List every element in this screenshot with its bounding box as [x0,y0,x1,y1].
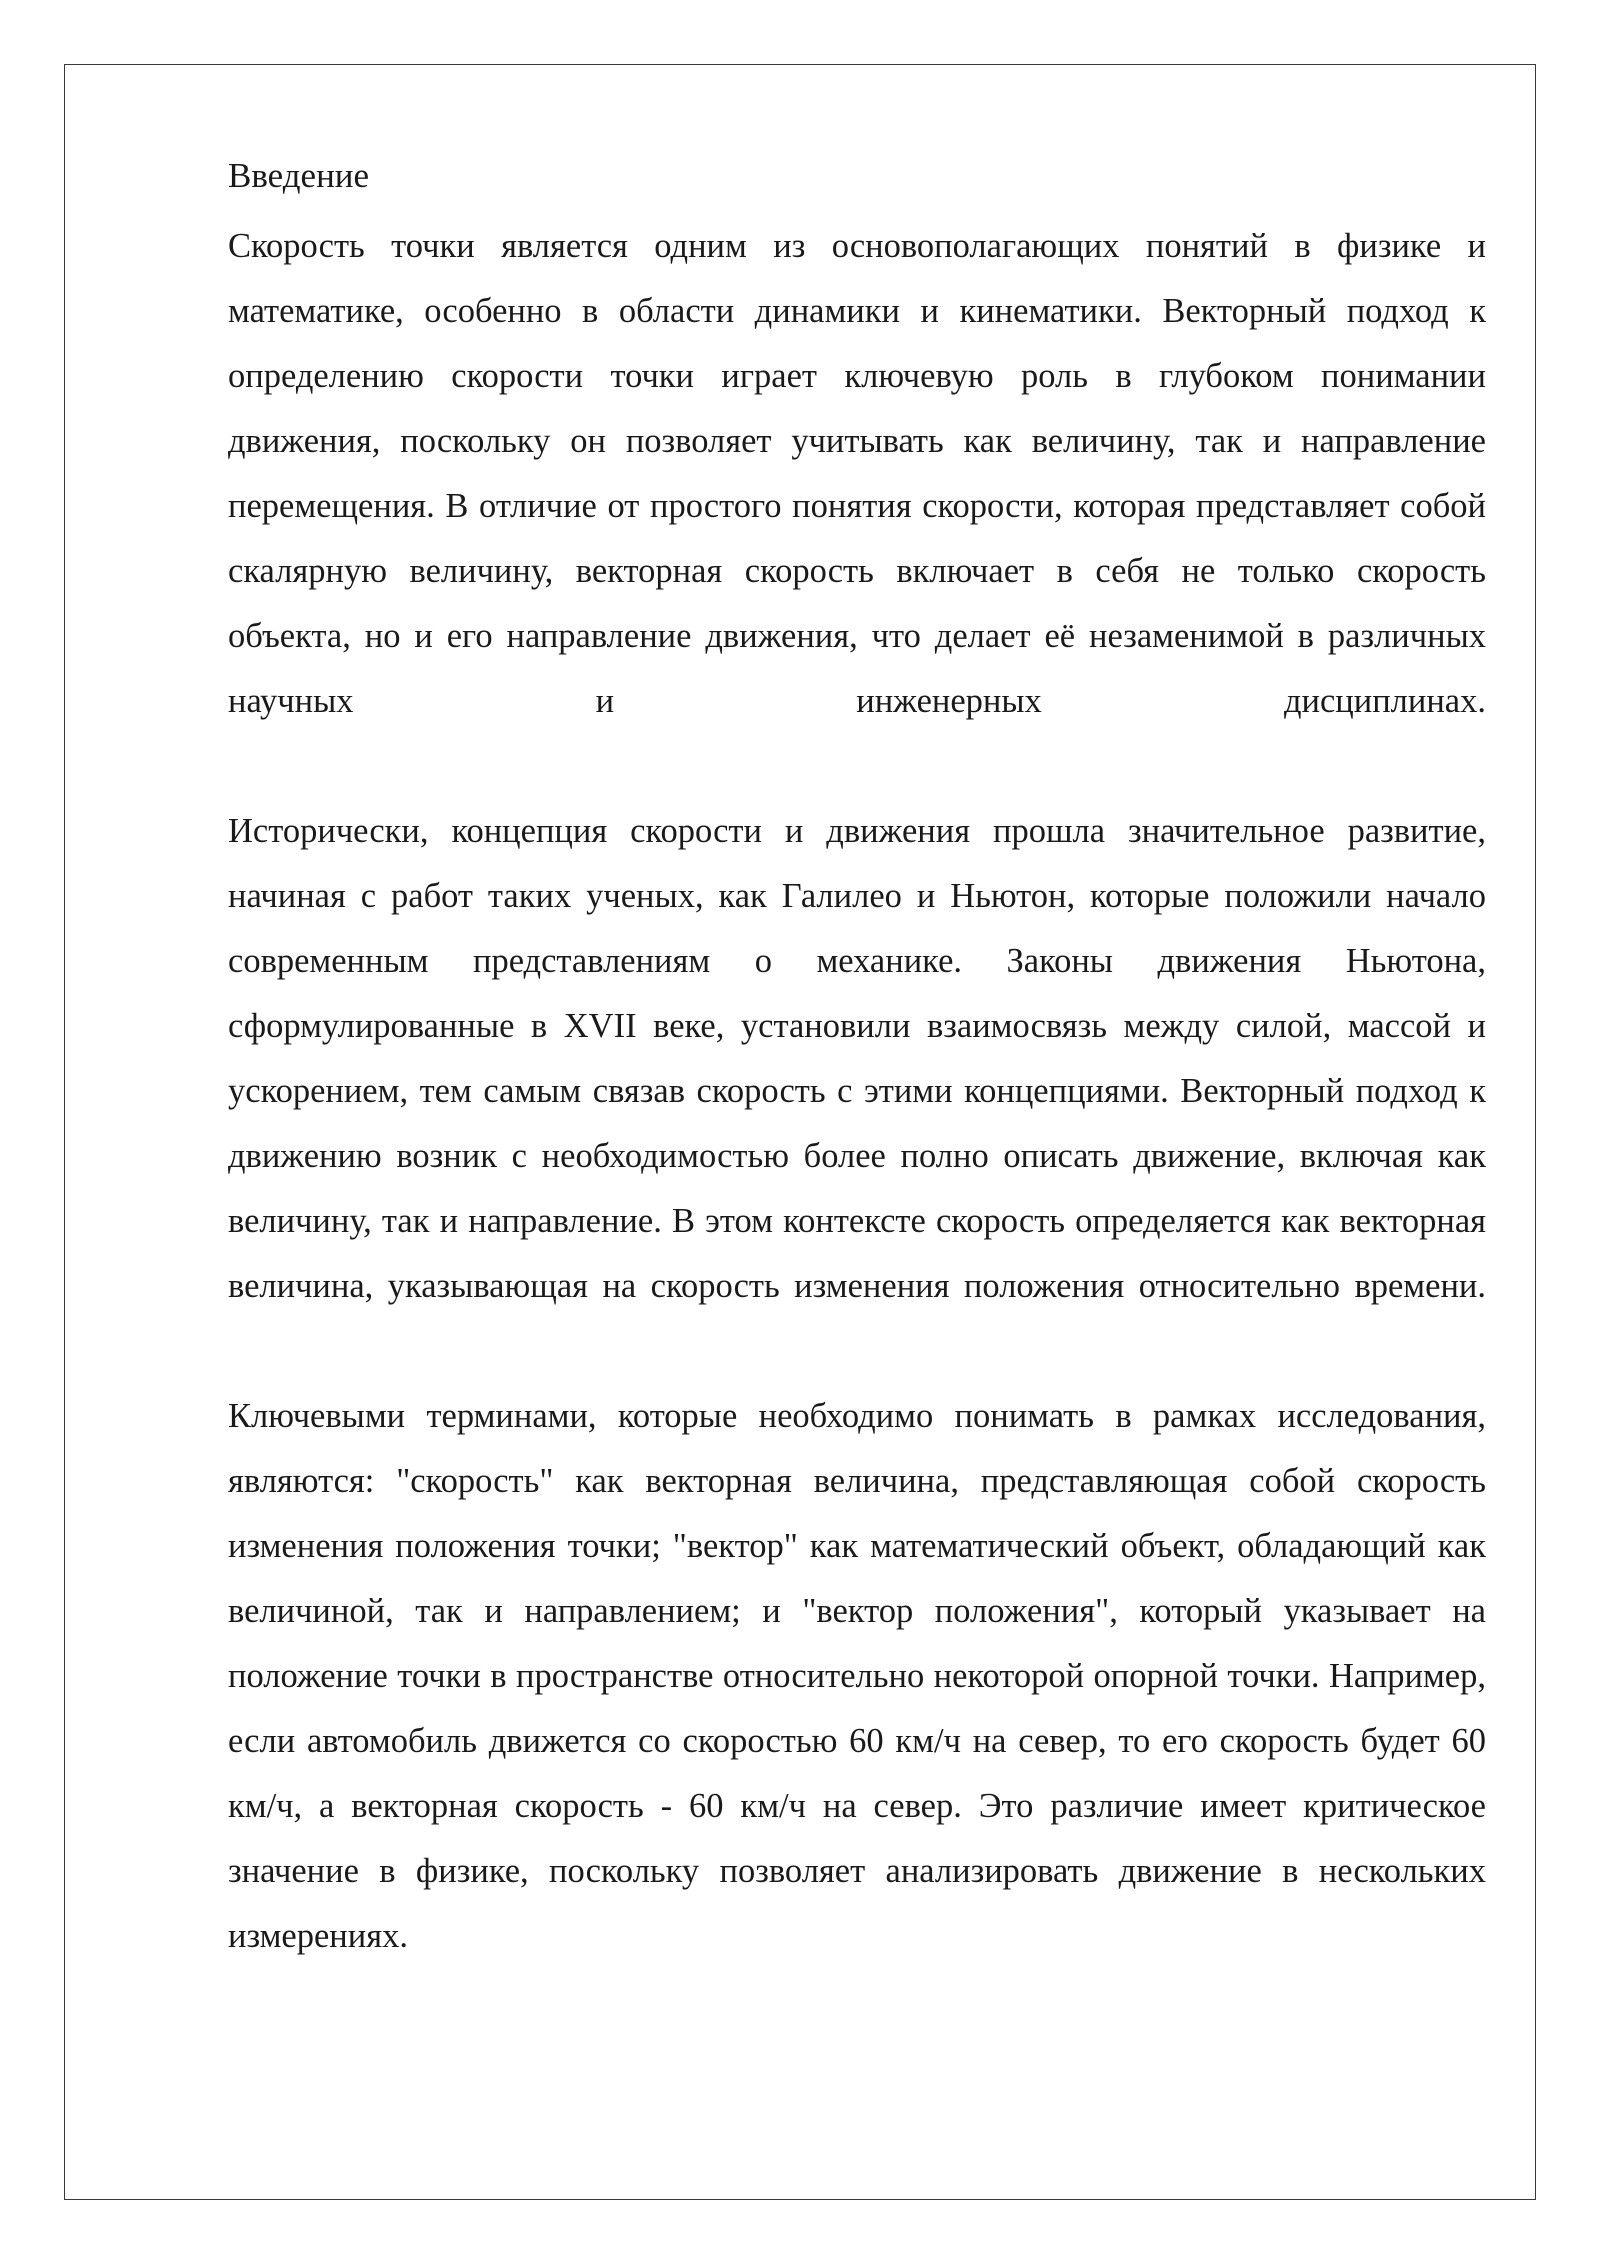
paragraph-key-terms: Ключевыми терминами, которые необходимо понимать в рамках исследования, являются: "скорость" как векторная величина, представляющая собой скорость изменения положения точки; "вектор" как математический объект, обладающий как величиной, так и направлением; и "вектор положения", который указывает на положение точки в пространстве относительно некоторой опорной точки. Например, если автомобиль движется со скоростью 60 км/ч на север, то его скорость будет 60 км/ч, а векторная скорость - 60 км/ч на север. Это различие имеет критическое значение в физике, поскольку позволяет анализировать движение в нескольких измерениях. [228,1397,1486,1955]
paragraph-history: Исторически, концепция скорости и движения прошла значительное развитие, начиная с работ таких ученых, как Галилео и Ньютон, которые положили начало современным представлениям о механике. Законы движения Ньютона, сформулированные в XVII веке, установили взаимосвязь между силой, массой и ускорением, тем самым связав скорость с этими концепциями. Векторный подход к движению возник с необходимостью более полно описать движение, включая как величину, так и направление. В этом контексте скорость определяется как векторная величина, указывающая на скорость изменения положения относительно времени. [228,812,1486,1305]
section-heading: Введение [228,156,370,195]
document-body [228,148,1486,1969]
paragraph-intro: Скорость точки является одним из основополагающих понятий в физике и математике, особенно в области динамики и кинематики. Векторный подход к определению скорости точки играет ключевую роль в глубоком понимании движения, поскольку он позволяет учитывать как величину, так и направление перемещения. В отличие от простого понятия скорости, которая представляет собой скалярную величину, векторная скорость включает в себя не только скорость объекта, но и его направление движения, что делает её незаменимой в различных научных и инженерных дисциплинах. [228,227,1486,720]
